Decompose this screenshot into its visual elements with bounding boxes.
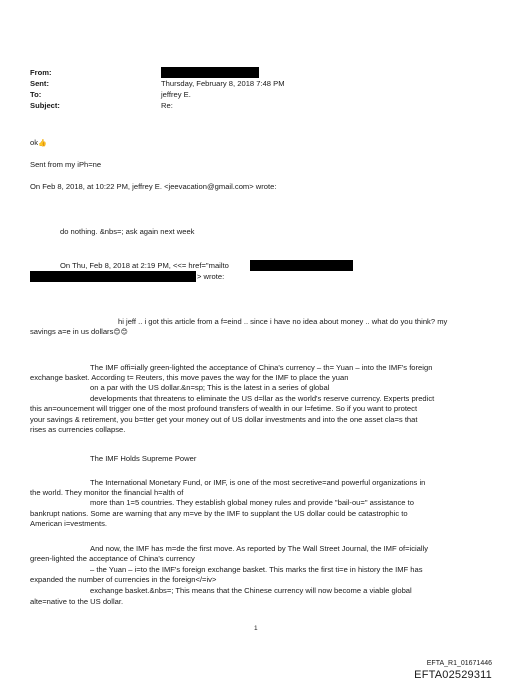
- para1-line3: on a par with the US dollar.&n=sp; This is the latest in a series of global: [90, 383, 330, 392]
- subject-label: Subject:: [30, 101, 60, 110]
- redacted-email-1: [250, 260, 353, 271]
- para3-line4: expanded the number of currencies in the foreign</=iv>: [30, 575, 217, 584]
- para2-line2: the world. They monitor the financial h=alth of: [30, 488, 184, 497]
- para2-line3: more than 1=5 countries. They establish global money rules and provide "bail-ou=" assistance to: [90, 498, 414, 507]
- page-number: 1: [254, 625, 258, 632]
- para1-line6: your savings & retirement, you b=tter get your money out of US dollar investments and into the one asset cla=s that: [30, 415, 418, 424]
- para1-line1: The IMF offi=ially green-lighted the acceptance of China's currency – th= Yuan – into the IMF's foreign: [90, 363, 433, 372]
- sent-from-line: Sent from my iPh=ne: [30, 160, 102, 169]
- thumbs-up-icon: 👍: [38, 140, 47, 147]
- para1-line2: exchange basket. According t= Reuters, this move paves the way for the IMF to place the yuan: [30, 373, 349, 382]
- para3-line3: – the Yuan – i=to the IMF's foreign exchange basket. This marks the first ti=e in history the IMF has: [90, 565, 423, 574]
- to-value: jeffrey E.: [161, 90, 191, 99]
- para1-line5: this an=ouncement will trigger one of the most profound transfers of wealth in our l=fetime. So if you want to protect: [30, 404, 418, 413]
- para2-line4: bankrupt nations. Some are warning that any m=ve by the IMF to supplant the US dollar could be catastrophic to: [30, 509, 408, 518]
- redacted-email-2: [30, 271, 196, 282]
- subject-value: Re:: [161, 101, 173, 110]
- para2-line5: American i=vestments.: [30, 519, 108, 528]
- message-line-2: [30, 327, 128, 338]
- redacted-from: [161, 67, 259, 78]
- section-heading: The IMF Holds Supreme Power: [90, 454, 197, 463]
- para1-line4: developments that threatens to eliminate the US d=llar as the world's reserve currency. Experts predict: [90, 394, 435, 403]
- message-line-2-text: savings a=e in us dollars: [30, 327, 114, 336]
- footer-small-id: EFTA_R1_01671446: [426, 660, 492, 667]
- reply-header-2-start: On Thu, Feb 8, 2018 at 2:19 PM, <<= href="mailto: [60, 261, 229, 270]
- smile-icon: 😊😊: [113, 329, 128, 336]
- from-label: From:: [30, 68, 52, 77]
- message-line-1: hi jeff .. i got this article from a f=eind .. since i have no idea about money .. what do you think? my: [118, 317, 448, 326]
- ok-line: [30, 138, 47, 149]
- reply-header-2-end: > wrote:: [197, 272, 225, 281]
- footer-large-id: EFTA02529311: [414, 669, 492, 681]
- para2-line1: The International Monetary Fund, or IMF, is one of the most secretive=and powerful organizations in: [90, 478, 426, 487]
- para3-line1: And now, the IMF has m=de the first move. As reported by The Wall Street Journal, the IMF of=icially: [90, 544, 429, 553]
- sent-value: Thursday, February 8, 2018 7:48 PM: [161, 79, 285, 88]
- sent-label: Sent:: [30, 79, 49, 88]
- para3-line5: exchange basket.&nbs=; This means that the Chinese currency will now become a viable global: [90, 586, 412, 595]
- to-label: To:: [30, 90, 42, 99]
- para3-line2: green-lighted the acceptance of China's currency: [30, 554, 195, 563]
- reply-header-1: On Feb 8, 2018, at 10:22 PM, jeffrey E. <jeevacation@gmail.com> wrote:: [30, 182, 277, 191]
- ok-text: ok: [30, 138, 39, 147]
- do-nothing-line: do nothing. &nbs=; ask again next week: [60, 227, 195, 236]
- para3-line6: alte=native to the US dollar.: [30, 597, 124, 606]
- para1-line7: rises as currencies collapse.: [30, 425, 126, 434]
